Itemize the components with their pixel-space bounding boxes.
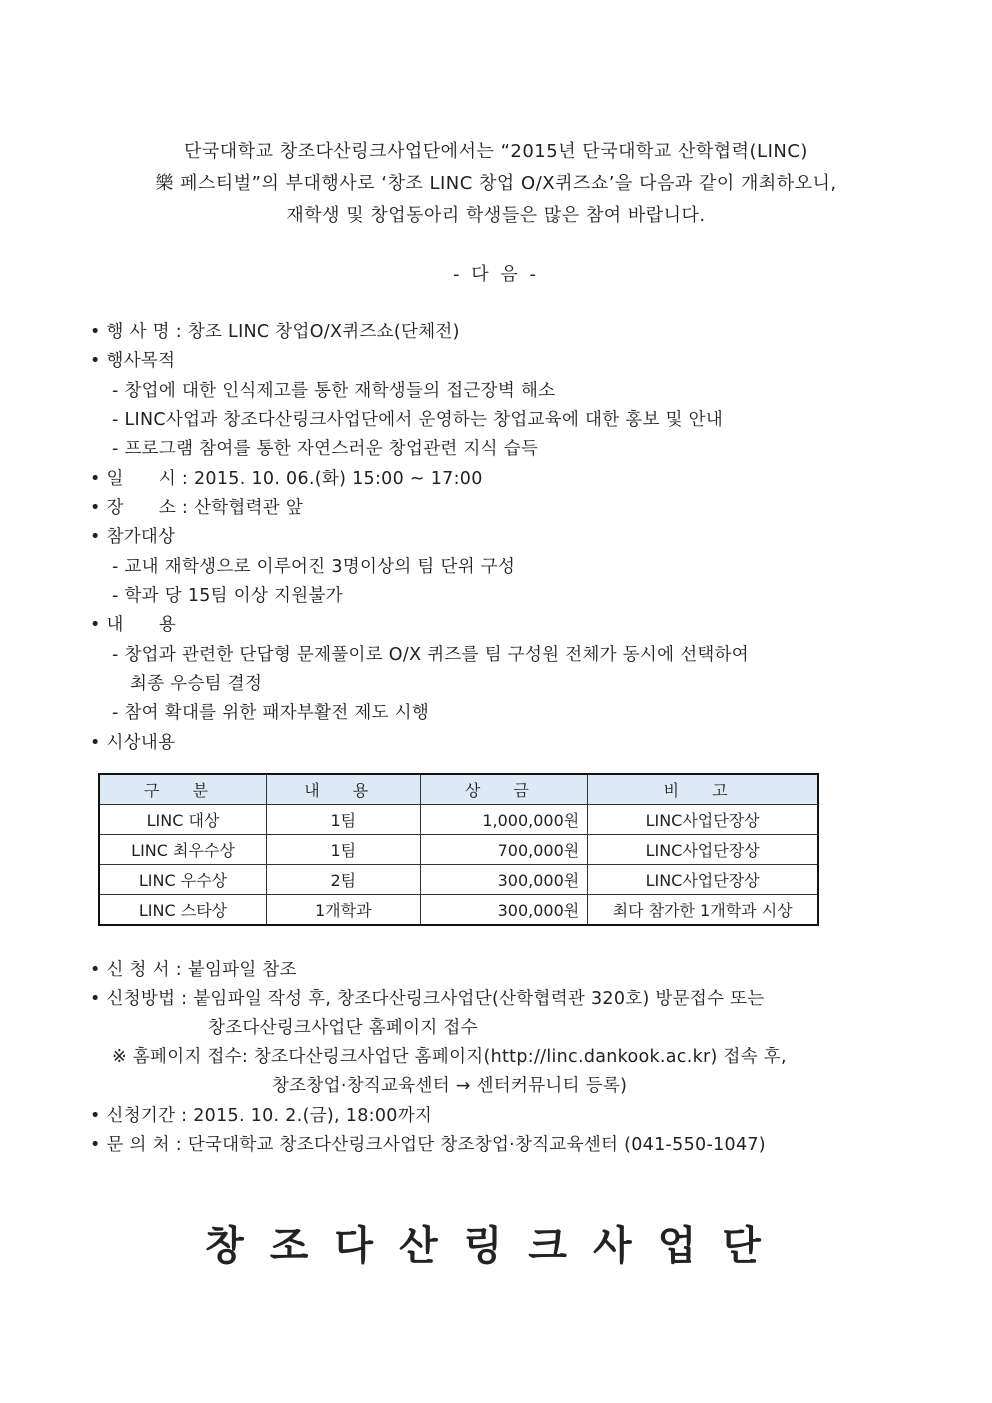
table-cell: 1팀: [267, 805, 421, 835]
apply-method-continued: 창조다산링크사업단 홈페이지 접수: [208, 1018, 478, 1038]
event-place: • 장 소 : 산학협력관 앞: [90, 498, 304, 518]
contact-info: • 문 의 처 : 단국대학교 창조다산링크사업단 창조창업·창직교육센터 (041-550-1047): [90, 1135, 766, 1155]
intro-line: 樂 페스티벌”의 부대행사로 ‘창조 LINC 창업 O/X퀴즈쇼’을 다음과 같이 개최하오니,: [155, 173, 837, 194]
table-cell: 2팀: [267, 865, 421, 895]
content-item: - 창업과 관련한 단답형 문제풀이로 O/X 퀴즈를 팀 구성원 전체가 동시에 선택하여: [112, 645, 750, 665]
intro-paragraph: [60, 136, 932, 232]
table-cell: 300,000원: [420, 865, 588, 895]
table-cell: LINC 대상: [99, 805, 267, 835]
content-item: - 참여 확대를 위한 패자부활전 제도 시행: [112, 703, 430, 723]
apply-form: • 신 청 서 : 붙임파일 참조: [90, 960, 297, 980]
table-cell: 최다 참가한 1개학과 시상: [588, 895, 818, 926]
table-cell: 300,000원: [420, 895, 588, 926]
column-header: 비 고: [588, 774, 818, 805]
table-header-row: [99, 774, 818, 805]
content-title: • 내 용: [90, 615, 177, 635]
table-row: [99, 865, 818, 895]
table-cell: 1개학과: [267, 895, 421, 926]
table-cell: 1팀: [267, 835, 421, 865]
table-cell: LINC사업단장상: [588, 805, 818, 835]
table-row: [99, 835, 818, 865]
event-date: • 일 시 : 2015. 10. 06.(화) 15:00 ~ 17:00: [90, 469, 483, 489]
next-heading: - 다 음 -: [453, 264, 539, 285]
homepage-notice-continued: 창조창업·창직교육센터 → 센터커뮤니티 등록): [272, 1076, 628, 1096]
awards-title: • 시상내용: [90, 733, 176, 753]
homepage-notice: ※ 홈페이지 접수: 창조다산링크사업단 홈페이지(http://linc.dankook.ac.kr) 접속 후,: [112, 1047, 787, 1067]
content-item-continued: 최종 우승팀 결정: [130, 674, 263, 694]
intro-line: 재학생 및 창업동아리 학생들은 많은 참여 바랍니다.: [286, 205, 706, 226]
table-cell: LINC사업단장상: [588, 865, 818, 895]
target-title: • 참가대상: [90, 527, 176, 547]
column-header: 내 용: [267, 774, 421, 805]
purpose-item: - 프로그램 참여를 통한 자연스러운 창업관련 지식 습득: [112, 439, 539, 459]
table-row: [99, 805, 818, 835]
target-item: - 교내 재학생으로 이루어진 3명이상의 팀 단위 구성: [112, 557, 516, 577]
purpose-item: - LINC사업과 창조다산링크사업단에서 운영하는 창업교육에 대한 홍보 및 안내: [112, 410, 724, 430]
table-cell: LINC 스타상: [99, 895, 267, 926]
purpose-title: • 행사목적: [90, 351, 176, 371]
apply-method: • 신청방법 : 붙임파일 작성 후, 창조다산링크사업단(산학협력관 320호) 방문접수 또는: [90, 989, 765, 1009]
event-name: • 행 사 명 : 창조 LINC 창업O/X퀴즈쇼(단체전): [90, 322, 460, 342]
table-cell: LINC 우수상: [99, 865, 267, 895]
table-cell: LINC사업단장상: [588, 835, 818, 865]
column-header: 구 분: [99, 774, 267, 805]
target-item: - 학과 당 15팀 이상 지원불가: [112, 586, 343, 606]
purpose-item: - 창업에 대한 인식제고를 통한 재학생들의 접근장벽 해소: [112, 381, 556, 401]
organization-signature: 창조다산링크사업단: [205, 1222, 787, 1269]
table-cell: LINC 최우수상: [99, 835, 267, 865]
apply-period: • 신청기간 : 2015. 10. 2.(금), 18:00까지: [90, 1106, 433, 1126]
table-cell: 1,000,000원: [420, 805, 588, 835]
table-row: [99, 895, 818, 926]
table-cell: 700,000원: [420, 835, 588, 865]
intro-line: 단국대학교 창조다산링크사업단에서는 “2015년 단국대학교 산학협력(LINC): [184, 141, 808, 162]
column-header: 상 금: [420, 774, 588, 805]
awards-table: [98, 773, 819, 926]
